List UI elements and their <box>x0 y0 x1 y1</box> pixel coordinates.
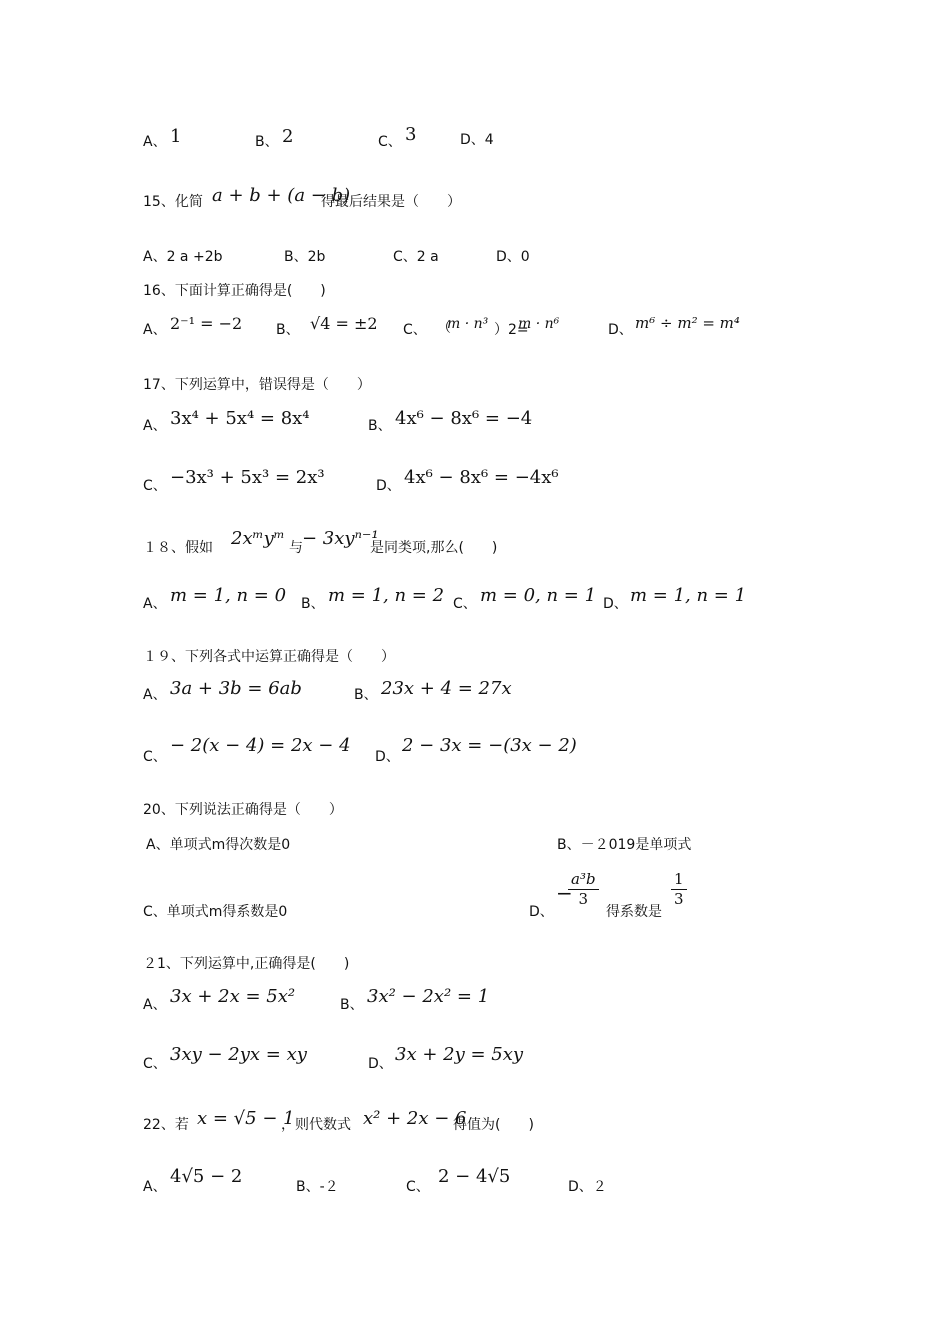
q16-option-c-expr: m · n⁶ <box>518 316 560 332</box>
q22-polynomial: x² + 2x − 6 <box>363 1108 467 1129</box>
q18-option-c-label: C、 <box>453 596 477 612</box>
q18-term-1: 2xᵐyᵐ <box>231 528 285 549</box>
q18-option-a-expr: m = 1, n = 0 <box>170 585 287 606</box>
q14-option-b-label: B、 <box>255 134 279 150</box>
q18-option-c-expr: m = 0, n = 1 <box>480 585 597 606</box>
q17-option-c-label: C、 <box>143 478 167 494</box>
q22-option-c-label: C、 <box>406 1179 430 1195</box>
q22-option-d: D、２ <box>568 1179 607 1195</box>
q16-option-c-label: C、 <box>403 322 427 338</box>
q18-option-b-expr: m = 1, n = 2 <box>328 585 445 606</box>
q17-option-b-expr: 4x⁶ − 8x⁶ = −4 <box>395 408 533 429</box>
q17-option-b-label: B、 <box>368 418 392 434</box>
q22-x-expression: x = √5 − 1 <box>197 1108 295 1129</box>
q21-option-c-expr: 3xy − 2yx = xy <box>170 1044 307 1065</box>
q19-option-c-label: C、 <box>143 749 167 765</box>
q18-stem-suffix: 是同类项,那么( ) <box>370 540 498 556</box>
q17-option-c-expr: −3x³ + 5x³ = 2x³ <box>170 467 325 488</box>
q15-expression: a + b + (a − b) <box>212 185 351 206</box>
q20-option-d-fraction <box>568 872 599 907</box>
q14-option-c-label: C、 <box>378 134 402 150</box>
q14-option-d: D、4 <box>460 132 494 148</box>
q14-option-c-value: 3 <box>405 124 417 145</box>
q18-option-d-label: D、 <box>603 596 628 612</box>
q22-stem-prefix: 22、若 <box>143 1117 189 1133</box>
q16-option-c-open: （ <box>437 320 451 336</box>
q19-option-b-expr: 23x + 4 = 27x <box>381 678 512 699</box>
q22-stem-suffix: 得值为( ) <box>453 1117 534 1133</box>
q20-d-numerator: a³b <box>568 872 599 890</box>
q17-stem: 17、下列运算中，错误得是（ ） <box>143 377 371 393</box>
q20-d-denominator: 3 <box>578 890 589 908</box>
q15-option-b: B、2b <box>284 249 326 265</box>
q20-d-coef-denominator: 3 <box>674 890 684 908</box>
q20-option-a: A、单项式m得次数是0 <box>146 837 291 853</box>
q21-option-d-expr: 3x + 2y = 5xy <box>395 1044 524 1065</box>
q19-option-d-expr: 2 − 3x = −(3x − 2) <box>402 735 577 756</box>
q14-option-a-label: A、 <box>143 134 167 150</box>
q19-option-d-label: D、 <box>375 749 400 765</box>
q18-option-a-label: A、 <box>143 596 167 612</box>
q21-option-d-label: D、 <box>368 1056 393 1072</box>
q20-option-d-text: 得系数是 <box>606 904 662 920</box>
q14-option-b-value: 2 <box>282 126 294 147</box>
q20-stem: 20、下列说法正确得是（ ） <box>143 802 343 818</box>
q22-option-b: B、-２ <box>296 1179 339 1195</box>
q15-stem-suffix: 得最后结果是（ ） <box>321 194 461 210</box>
q21-option-a-expr: 3x + 2x = 5x² <box>170 986 296 1007</box>
q17-option-d-expr: 4x⁶ − 8x⁶ = −4x⁶ <box>404 467 559 488</box>
q18-term-2: − 3xyⁿ⁻¹ <box>302 528 379 549</box>
q18-connector: 与 <box>289 540 303 556</box>
q22-stem-middle: ，则代数式 <box>281 1117 351 1133</box>
q16-option-b-label: B、 <box>276 322 300 338</box>
q20-option-b: B、－２019是单项式 <box>557 837 692 853</box>
q18-stem-prefix: １８、假如 <box>143 540 213 556</box>
q14-option-a-value: 1 <box>170 126 182 147</box>
q21-option-b-label: B、 <box>340 997 364 1013</box>
q19-stem: １９、下列各式中运算正确得是（ ） <box>143 649 395 665</box>
q22-option-a-expr: 4√5 − 2 <box>170 1166 243 1187</box>
q21-option-b-expr: 3x² − 2x² = 1 <box>367 986 490 1007</box>
q20-option-d-minus: − <box>556 881 573 905</box>
q18-option-d-expr: m = 1, n = 1 <box>630 585 747 606</box>
q16-option-c-base: m · n³ <box>447 316 489 332</box>
q20-option-c: C、单项式m得系数是0 <box>143 904 288 920</box>
q17-option-a-label: A、 <box>143 418 167 434</box>
q20-d-coef-numerator: 1 <box>671 872 687 890</box>
q19-option-a-label: A、 <box>143 687 167 703</box>
q21-stem: ２1、下列运算中,正确得是( ) <box>143 956 350 972</box>
q19-option-a-expr: 3a + 3b = 6ab <box>170 678 302 699</box>
q15-stem-prefix: 15、化简 <box>143 194 203 210</box>
q16-option-d-expr: m⁶ ÷ m² = m⁴ <box>635 314 740 332</box>
q15-option-a: A、2 a +2b <box>143 249 223 265</box>
q15-option-d: D、0 <box>496 249 530 265</box>
q16-option-a-label: A、 <box>143 322 167 338</box>
q19-option-c-expr: − 2(x − 4) = 2x − 4 <box>170 735 351 756</box>
q16-option-a-expr: 2⁻¹ = −2 <box>170 314 243 333</box>
q16-stem: 16、下面计算正确得是( ) <box>143 283 326 299</box>
q16-option-c-close: ）2= <box>494 322 529 338</box>
q16-option-b-expr: √4 = ±2 <box>310 314 378 333</box>
q20-option-d-label: D、 <box>529 904 554 920</box>
q15-option-c: C、2 a <box>393 249 439 265</box>
q17-option-d-label: D、 <box>376 478 401 494</box>
q20-option-d-coefficient <box>671 872 687 907</box>
q19-option-b-label: B、 <box>354 687 378 703</box>
q21-option-a-label: A、 <box>143 997 167 1013</box>
q22-option-a-label: A、 <box>143 1179 167 1195</box>
q18-option-b-label: B、 <box>301 596 325 612</box>
q21-option-c-label: C、 <box>143 1056 167 1072</box>
q16-option-d-label: D、 <box>608 322 633 338</box>
q22-option-c-expr: 2 − 4√5 <box>438 1166 511 1187</box>
q17-option-a-expr: 3x⁴ + 5x⁴ = 8x⁴ <box>170 408 310 429</box>
